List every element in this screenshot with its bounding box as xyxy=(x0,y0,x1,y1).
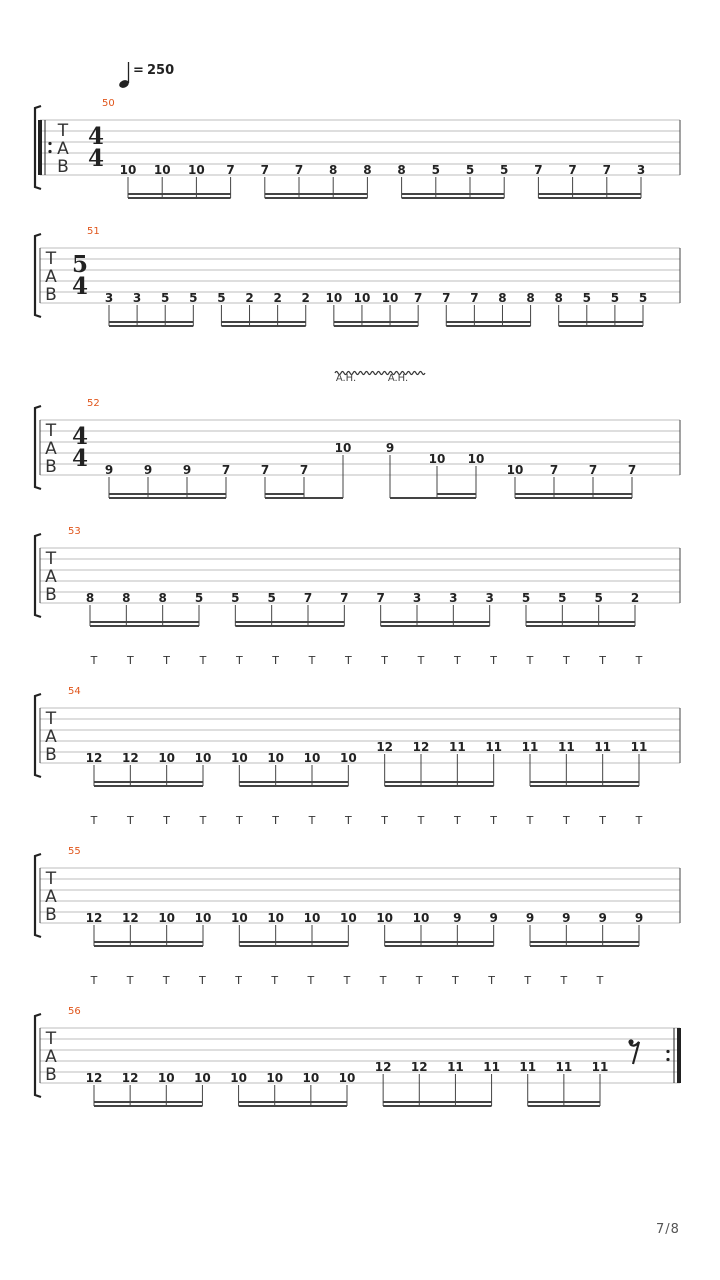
tap-marker: T xyxy=(308,814,316,827)
fret-number: 10 xyxy=(194,911,212,925)
fret-number: 7 xyxy=(226,163,235,177)
tap-marker: T xyxy=(90,814,98,827)
fret-number: 5 xyxy=(431,163,440,177)
tap-marker: T xyxy=(126,814,134,827)
repeat-start-thick-bar xyxy=(38,120,42,175)
eighth-rest-dot xyxy=(628,1039,633,1044)
fret-number: 10 xyxy=(119,163,137,177)
fret-number: 2 xyxy=(301,291,310,305)
tap-marker: T xyxy=(524,974,532,987)
fret-number: 10 xyxy=(194,1071,211,1085)
tap-marker: T xyxy=(562,814,570,827)
fret-number: 7 xyxy=(260,163,269,177)
fret-number: 8 xyxy=(329,163,338,177)
repeat-dot xyxy=(48,150,51,153)
fret-number: 12 xyxy=(85,911,103,925)
tab-clef-letter: B xyxy=(45,1065,57,1085)
tap-marker: T xyxy=(308,654,316,667)
tap-marker: T xyxy=(490,814,498,827)
fret-number: 9 xyxy=(525,911,535,925)
tab-clef-letter: A xyxy=(45,727,57,747)
time-signature-top: 5 xyxy=(71,251,89,278)
fret-number: 12 xyxy=(374,1060,392,1074)
measure-number: 52 xyxy=(87,398,100,409)
tap-marker: T xyxy=(235,814,243,827)
tap-marker: T xyxy=(344,814,352,827)
fret-number: 5 xyxy=(610,291,620,305)
fret-number: 12 xyxy=(121,751,139,765)
tap-marker: T xyxy=(163,814,171,827)
fret-number: 8 xyxy=(122,591,131,605)
tap-marker: T xyxy=(199,654,207,667)
tap-marker: T xyxy=(199,974,206,987)
tap-marker: T xyxy=(488,974,495,987)
fret-number: 5 xyxy=(582,291,591,305)
measure-number: 56 xyxy=(68,1006,81,1017)
tab-clef-letter: A xyxy=(57,139,69,159)
fret-number: 11 xyxy=(485,740,503,754)
tap-marker: T xyxy=(596,974,604,987)
tap-marker: T xyxy=(90,654,98,667)
tempo-marking xyxy=(118,62,174,89)
tab-clef-letter: T xyxy=(45,249,57,269)
tap-marker: T xyxy=(526,814,534,827)
tap-marker: T xyxy=(453,654,461,667)
harmonic-markers xyxy=(335,372,425,385)
fret-number: 5 xyxy=(217,291,226,305)
fret-number: 8 xyxy=(158,591,167,605)
tap-marker: T xyxy=(272,654,280,667)
fret-number: 10 xyxy=(506,463,524,477)
tap-marker: T xyxy=(599,814,607,827)
tab-clef-letter: B xyxy=(45,585,57,605)
time-signature-bottom: 4 xyxy=(87,145,105,172)
fret-number: 7 xyxy=(588,463,598,477)
fret-number: 3 xyxy=(412,591,422,605)
fret-number: 10 xyxy=(338,1071,356,1085)
fret-number: 7 xyxy=(627,463,637,477)
tab-clef-letter: B xyxy=(57,157,69,177)
repeat-dot xyxy=(666,1050,669,1053)
tap-marker: T xyxy=(343,974,351,987)
fret-number: 5 xyxy=(194,591,204,605)
measure-number: 55 xyxy=(68,846,81,857)
fret-number: 7 xyxy=(470,291,479,305)
artificial-harmonic-label: A.H. xyxy=(335,373,357,384)
fret-number: 10 xyxy=(334,441,352,455)
tab-clef-letter: A xyxy=(45,887,57,907)
measure-50 xyxy=(35,98,680,198)
repeat-dot xyxy=(666,1058,669,1061)
fret-number: 12 xyxy=(121,1071,139,1085)
time-signature-top: 4 xyxy=(71,423,89,450)
fret-number: 10 xyxy=(339,911,357,925)
fret-number: 7 xyxy=(568,163,577,177)
systems xyxy=(35,98,681,1106)
fret-number: 10 xyxy=(230,911,248,925)
tab-clef-letter: B xyxy=(45,905,57,925)
repeat-end-thick-bar xyxy=(677,1028,681,1083)
fret-number: 2 xyxy=(245,291,254,305)
tab-clef-letter: A xyxy=(45,567,57,587)
fret-number: 5 xyxy=(521,591,531,605)
fret-number: 7 xyxy=(299,463,309,477)
tap-marker: T xyxy=(490,654,498,667)
tab-clef-letter: A xyxy=(45,439,57,459)
tap-marker: T xyxy=(379,974,387,987)
fret-number: 5 xyxy=(161,291,170,305)
tap-marker: T xyxy=(526,654,534,667)
measure-53 xyxy=(35,526,680,626)
fret-number: 10 xyxy=(381,291,399,305)
fret-number: 7 xyxy=(221,463,231,477)
fret-number: 2 xyxy=(630,591,640,605)
tap-marker: T xyxy=(453,814,461,827)
tab-clef-letter: T xyxy=(45,1029,57,1049)
tap-marker: T xyxy=(452,974,459,987)
tap-marker: T xyxy=(162,974,170,987)
tap-marker: T xyxy=(271,974,279,987)
time-signature-bottom: 4 xyxy=(71,273,89,300)
tab-clef-letter: T xyxy=(45,869,57,889)
repeat-dot xyxy=(48,142,51,145)
fret-number: 7 xyxy=(294,163,304,177)
fret-number: 8 xyxy=(526,291,535,305)
tab-clef-letter: T xyxy=(45,549,57,569)
fret-number: 5 xyxy=(465,163,475,177)
fret-number: 10 xyxy=(353,291,371,305)
fret-number: 5 xyxy=(189,291,198,305)
fret-number: 9 xyxy=(385,441,395,455)
fret-number: 7 xyxy=(376,591,385,605)
fret-number: 10 xyxy=(339,751,357,765)
fret-number: 7 xyxy=(340,591,349,605)
time-signature-top: 4 xyxy=(87,123,105,150)
tap-marker: T xyxy=(199,814,207,827)
fret-number: 5 xyxy=(558,591,567,605)
fret-number: 10 xyxy=(302,1071,320,1085)
fret-number: 12 xyxy=(85,1071,103,1085)
tap-marker: T xyxy=(562,654,570,667)
fret-number: 8 xyxy=(498,291,507,305)
fret-number: 10 xyxy=(325,291,343,305)
fret-number: 10 xyxy=(303,911,321,925)
fret-number: 5 xyxy=(231,591,240,605)
measure-number: 50 xyxy=(102,98,115,109)
fret-number: 12 xyxy=(121,911,139,925)
measure-number: 54 xyxy=(68,686,81,697)
tab-clef-letter: T xyxy=(45,709,57,729)
fret-number: 7 xyxy=(303,591,313,605)
measure-number: 53 xyxy=(68,526,81,537)
fret-number: 10 xyxy=(158,911,176,925)
fret-number: 7 xyxy=(549,463,559,477)
tap-marker: T xyxy=(415,974,423,987)
tempo-equals: = xyxy=(133,63,144,78)
tab-clef-letter: B xyxy=(45,285,57,305)
tab-clef-letter: A xyxy=(45,267,57,287)
fret-number: 12 xyxy=(376,740,394,754)
fret-number: 2 xyxy=(273,291,282,305)
fret-number: 9 xyxy=(104,463,114,477)
fret-number: 10 xyxy=(428,452,446,466)
fret-number: 10 xyxy=(158,751,176,765)
tap-marker: T xyxy=(126,654,134,667)
fret-number: 11 xyxy=(519,1060,537,1074)
fret-number: 9 xyxy=(634,911,644,925)
tap-marker: T xyxy=(417,654,425,667)
tap-marker: T xyxy=(235,654,243,667)
fret-number: 10 xyxy=(266,1071,284,1085)
tab-clef-letter: B xyxy=(45,745,57,765)
fret-number: 7 xyxy=(442,291,451,305)
fret-number: 5 xyxy=(267,591,276,605)
fret-number: 10 xyxy=(194,751,212,765)
fret-number: 10 xyxy=(467,452,485,466)
fret-number: 5 xyxy=(638,291,648,305)
quarter-note-icon xyxy=(118,62,130,89)
fret-number: 8 xyxy=(554,291,563,305)
fret-number: 9 xyxy=(453,911,462,925)
fret-number: 11 xyxy=(447,1060,464,1074)
artificial-harmonic-label: A.H. xyxy=(387,373,409,384)
tab-clef-letter: A xyxy=(45,1047,57,1067)
measure-56 xyxy=(35,974,681,1106)
measure-55 xyxy=(35,814,680,946)
fret-number: 9 xyxy=(562,911,571,925)
tap-marker: T xyxy=(163,654,171,667)
page-number: 7/8 xyxy=(656,1222,680,1237)
tap-marker: T xyxy=(307,974,315,987)
tab-clef-letter: T xyxy=(45,421,57,441)
fret-number: 10 xyxy=(230,751,248,765)
tap-marker: T xyxy=(635,654,643,667)
tap-marker: T xyxy=(344,654,352,667)
fret-number: 3 xyxy=(132,291,142,305)
fret-number: 10 xyxy=(376,911,394,925)
measure-number: 51 xyxy=(87,226,100,237)
fret-number: 10 xyxy=(303,751,321,765)
fret-number: 9 xyxy=(182,463,192,477)
fret-number: 10 xyxy=(157,1071,175,1085)
fret-number: 10 xyxy=(230,1071,247,1085)
tap-marker: T xyxy=(599,654,607,667)
fret-number: 9 xyxy=(489,911,498,925)
fret-number: 9 xyxy=(598,911,607,925)
fret-number: 11 xyxy=(594,740,612,754)
fret-number: 10 xyxy=(153,163,171,177)
fret-number: 11 xyxy=(521,740,539,754)
tempo-bpm: 250 xyxy=(147,63,175,78)
tap-marker: T xyxy=(272,814,280,827)
fret-number: 12 xyxy=(410,1060,428,1074)
tab-clef-letter: T xyxy=(57,121,69,141)
fret-number: 10 xyxy=(267,751,285,765)
fret-number: 11 xyxy=(591,1060,609,1074)
time-signature-bottom: 4 xyxy=(71,445,89,472)
measure-52 xyxy=(35,372,680,499)
measure-51 xyxy=(35,226,680,326)
fret-number: 10 xyxy=(267,911,285,925)
tap-marker: T xyxy=(126,974,134,987)
fret-number: 11 xyxy=(630,740,648,754)
tab-clef-letter: B xyxy=(45,457,57,477)
fret-number: 8 xyxy=(397,163,406,177)
fret-number: 10 xyxy=(412,911,430,925)
fret-number: 11 xyxy=(448,740,466,754)
tap-marker: T xyxy=(381,814,389,827)
tap-marker: T xyxy=(635,814,643,827)
fret-number: 11 xyxy=(483,1060,500,1074)
fret-number: 8 xyxy=(363,163,372,177)
tap-marker: T xyxy=(560,974,568,987)
tap-marker: T xyxy=(235,974,242,987)
fret-number: 7 xyxy=(413,291,423,305)
fret-number: 12 xyxy=(412,740,430,754)
fret-number: 7 xyxy=(260,463,270,477)
fret-number: 3 xyxy=(449,591,458,605)
fret-number: 11 xyxy=(557,740,575,754)
fret-number: 12 xyxy=(85,751,103,765)
fret-number: 5 xyxy=(594,591,603,605)
measure-54 xyxy=(35,654,680,786)
fret-number: 7 xyxy=(602,163,611,177)
fret-number: 11 xyxy=(555,1060,573,1074)
fret-number: 5 xyxy=(500,163,509,177)
fret-number: 8 xyxy=(85,591,95,605)
tap-marker: T xyxy=(417,814,425,827)
fret-number: 3 xyxy=(636,163,646,177)
fret-number: 9 xyxy=(143,463,153,477)
tap-marker: T xyxy=(90,974,98,987)
tap-marker: T xyxy=(381,654,389,667)
fret-number: 3 xyxy=(485,591,494,605)
fret-number: 3 xyxy=(104,291,114,305)
fret-number: 7 xyxy=(534,163,543,177)
fret-number: 10 xyxy=(188,163,205,177)
